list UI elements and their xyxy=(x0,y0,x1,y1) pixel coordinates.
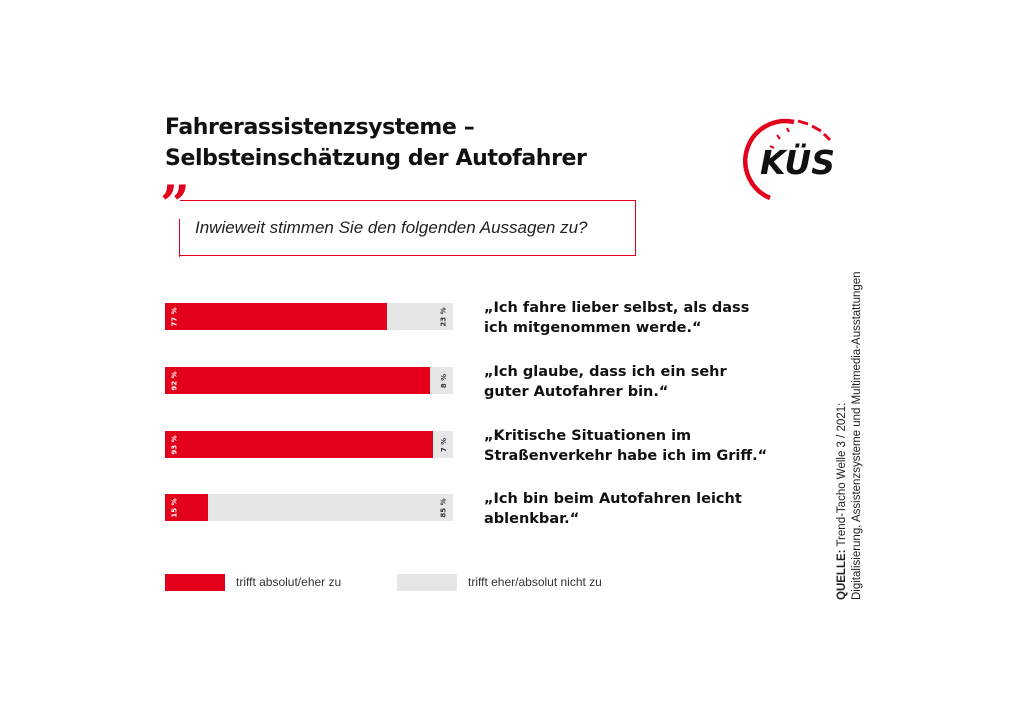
data-label-agree: 92 % xyxy=(171,370,180,391)
category-label-line: „Ich fahre lieber selbst, als dass xyxy=(484,300,750,316)
category-label-line: Straßenverkehr habe ich im Griff.“ xyxy=(484,448,768,464)
legend-label-disagree: trifft eher/absolut nicht zu xyxy=(468,575,602,589)
legend-label-agree: trifft absolut/eher zu xyxy=(236,575,342,589)
kues-logo-graphic xyxy=(732,112,872,207)
source-label: QUELLE: xyxy=(836,549,848,600)
kues-logo-text: KÜS xyxy=(760,143,835,182)
data-label-disagree: 7 % xyxy=(440,437,449,452)
bar-segment-agree xyxy=(165,367,430,394)
quote-icon: ” xyxy=(160,175,190,236)
data-label-agree: 93 % xyxy=(171,434,180,455)
category-label-line: „Kritische Situationen im xyxy=(484,428,692,444)
survey-question: Inwieweit stimmen Sie den folgenden Aussagen zu? xyxy=(195,218,588,237)
source-note xyxy=(835,271,865,600)
category-label-line: „Ich glaube, dass ich ein sehr xyxy=(484,364,727,380)
bar-row xyxy=(165,494,455,521)
bar-segment-agree xyxy=(165,431,433,458)
chart-title-line-2: Selbsteinschätzung der Autofahrer xyxy=(165,146,587,171)
category-label-line: guter Autofahrer bin.“ xyxy=(484,384,669,400)
bar-row xyxy=(165,367,455,394)
source-line-2: Digitalisierung, Assistenzsysteme und Multimedia-Ausstattungen xyxy=(851,271,863,600)
kues-logo xyxy=(732,112,872,207)
chart-title-line-1: Fahrerassistenzsysteme – xyxy=(165,115,475,140)
bar-row xyxy=(165,303,455,330)
data-label-agree: 15 % xyxy=(171,497,180,518)
bar-segment-agree xyxy=(165,303,387,330)
data-label-disagree: 85 % xyxy=(440,497,449,518)
category-label xyxy=(484,489,804,529)
bar-segment-disagree xyxy=(165,494,453,521)
source-text-1: Trend-Tacho Welle 3 / 2021: xyxy=(836,402,848,547)
category-label xyxy=(484,298,804,338)
source-line-1 xyxy=(835,271,850,600)
chart-title xyxy=(165,112,725,174)
category-label xyxy=(484,426,804,466)
category-label-line: „Ich bin beim Autofahren leicht xyxy=(484,491,742,507)
legend-swatch-agree xyxy=(165,574,225,591)
data-label-disagree: 8 % xyxy=(440,373,449,388)
category-label xyxy=(484,362,804,402)
data-label-agree: 77 % xyxy=(171,306,180,327)
category-label-line: ich mitgenommen werde.“ xyxy=(484,320,702,336)
bar-row xyxy=(165,431,455,458)
legend-swatch-disagree xyxy=(397,574,457,591)
category-label-line: ablenkbar.“ xyxy=(484,511,580,527)
data-label-disagree: 23 % xyxy=(440,306,449,327)
